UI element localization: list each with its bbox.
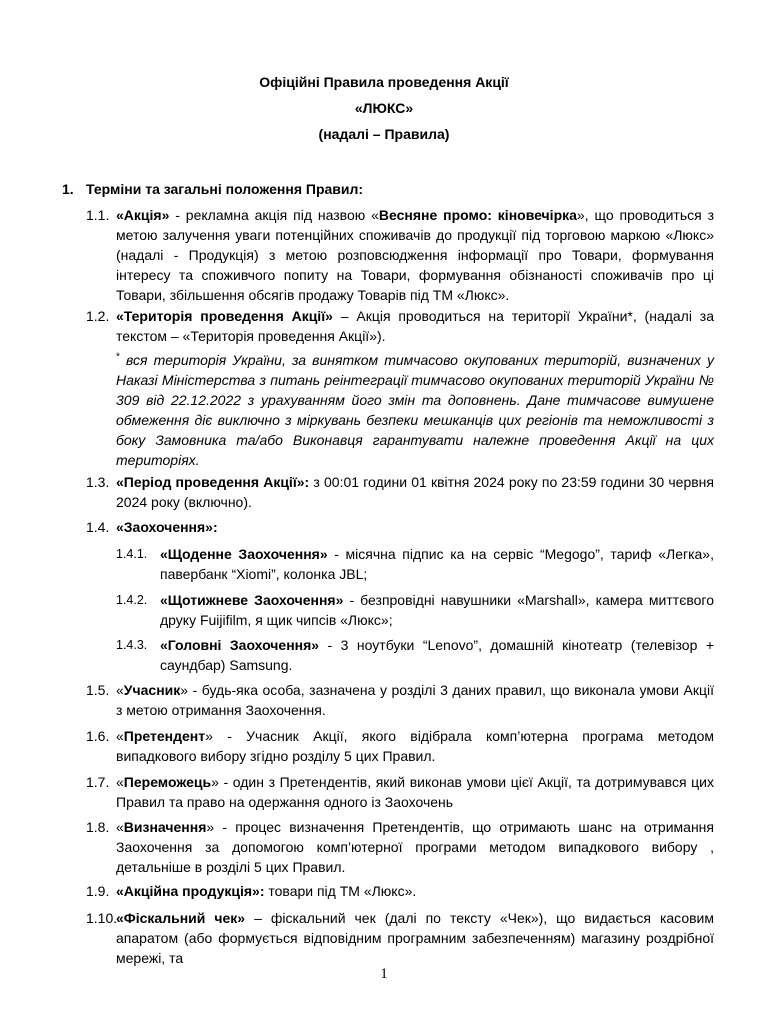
clause-term: «Щоденне Заохочення»	[160, 546, 328, 562]
clause-number: 1.6.	[86, 728, 110, 744]
clause-text: «Учасник» - будь-яка особа, зазначена у розділі 3 даних правил, що виконала умови Акції з метою отримання Заохочення.	[116, 682, 714, 718]
clause-number: 1.1.	[86, 207, 110, 223]
clause-term: «Заохочення»:	[116, 519, 218, 535]
clause-number: 1.2.	[86, 308, 110, 324]
clause-number: 1.4.3.	[116, 638, 148, 652]
clause-number: 1.4.1.	[116, 547, 148, 561]
clause-term: Претендент	[123, 728, 206, 744]
document-subtitle: «ЛЮКС»	[354, 100, 414, 116]
clause-number: 1.9.	[86, 883, 110, 899]
clause-term: «Щотижневе Заохочення»	[160, 592, 344, 608]
section-title: Терміни та загальні положення Правил:	[86, 181, 364, 197]
clause-text: «Претендент» - Учасник Акції, якого відібрала комп’ютерна програма методом випадкового вибору згідно розділу 5 цих Правил.	[116, 728, 714, 764]
clause-number: 1.3.	[86, 474, 110, 490]
clause-number: 1.5.	[86, 682, 110, 698]
clause-text: «Щоденне Заохочення» - місячна підпис ка на сервіс “Megogo”, тариф «Легка», павербанк “Xiomi”, колонка JBL;	[160, 546, 714, 582]
clause-term: «Акційна продукція»:	[116, 883, 265, 899]
clause-term: «Фіскальний чек»	[116, 910, 246, 926]
clause-term: «Період проведення Акції»:	[116, 474, 310, 490]
clause-text	[116, 517, 714, 537]
clause-term: Учасник	[123, 682, 181, 698]
clause-text: «Фіскальний чек» – фіскальний чек (далі по тексту «Чек»), що видається касовим апаратом (або формується відповідним програмним забезпеченням) магазину роздрібної мережі, та	[116, 910, 714, 966]
clause-text: «Акційна продукція»: товари під ТМ «Люкс».	[116, 883, 417, 899]
clause-term: Визначення	[123, 819, 207, 835]
clause-number: 1.10.	[86, 910, 118, 926]
clause-text: «Переможець» - один з Претендентів, який виконав умови цієї Акції, та дотримувався цих Правил та право на одержання одного із Заохочень	[116, 774, 714, 810]
clause-text: «Період проведення Акції»: з 00:01 години 01 квітня 2024 року по 23:59 години 30 червня 2024 року (включно).	[116, 474, 714, 510]
clause-text: «Щотижневе Заохочення» - безпровідні навушники «Marshall», камера миттєвого друку Fuijifilm, я щик чипсів «Люкс»;	[160, 592, 714, 628]
document-title: Офіційні Правила проведення Акції	[259, 74, 509, 90]
clause-number: 1.4.	[86, 519, 110, 535]
clause-term: «Головні Заохочення»	[160, 637, 320, 653]
clause-text: «Територія проведення Акції» – Акція проводиться на території України*, (надалі за текстом – «Територія проведення Акції»).	[116, 308, 714, 344]
clause-number: 1.8.	[86, 819, 110, 835]
section-number: 1.	[62, 181, 74, 197]
document-title-note: (надалі – Правила)	[318, 126, 450, 142]
clause-text: «Головні Заохочення» - 3 ноутбуки “Lenovo”, домашній кінотеатр (телевізор + саундбар) Samsung.	[160, 637, 715, 673]
page-number: 1	[380, 966, 388, 982]
clause-term: «Територія проведення Акції»	[116, 308, 333, 324]
clause-number: 1.4.2.	[116, 593, 148, 607]
clause-term: Переможець	[123, 774, 212, 790]
clause-text: «Визначення» - процес визначення Претендентів, що отримають шанс на отримання Заохочення за допомогою комп’ютерної програми методом випадкового вибору , детальніше в розділі 5 цих Правил.	[116, 819, 714, 875]
clause-term: Акція	[123, 207, 162, 223]
clause-text: «Акція» - рекламна акція під назвою «Весняне промо: кіновечірка», що проводиться з метою залучення уваги потенційних споживачів до продукції під торговою маркою «Люкс» (надалі - Продукція) з метою розповсюдження інформації про Товари, формування інтересу та споживчого попиту на Товари, формування обізнаності споживачів про ці Товари, збільшення обсягів продажу Товарів під ТМ «Люкс».	[116, 207, 714, 303]
promo-name: Весняне промо: кіновечірка	[378, 207, 577, 223]
clause-number: 1.7.	[86, 774, 110, 790]
territory-footnote: * вся територія України, за винятком тимчасово окупованих територій, визначених у Наказі Міністерства з питань реінтеграції тимчасово окупованих територій України № 309 від 22.12.2022 з урахуванням його змін та доповнень. Дане тимчасове вимушене обмеження діє виключно з міркувань безпеки мешканців цих регіонів та неможливості з боку Замовника та/або Виконавця гарантувати належне проведення Акції на цих територіях.	[116, 351, 714, 468]
